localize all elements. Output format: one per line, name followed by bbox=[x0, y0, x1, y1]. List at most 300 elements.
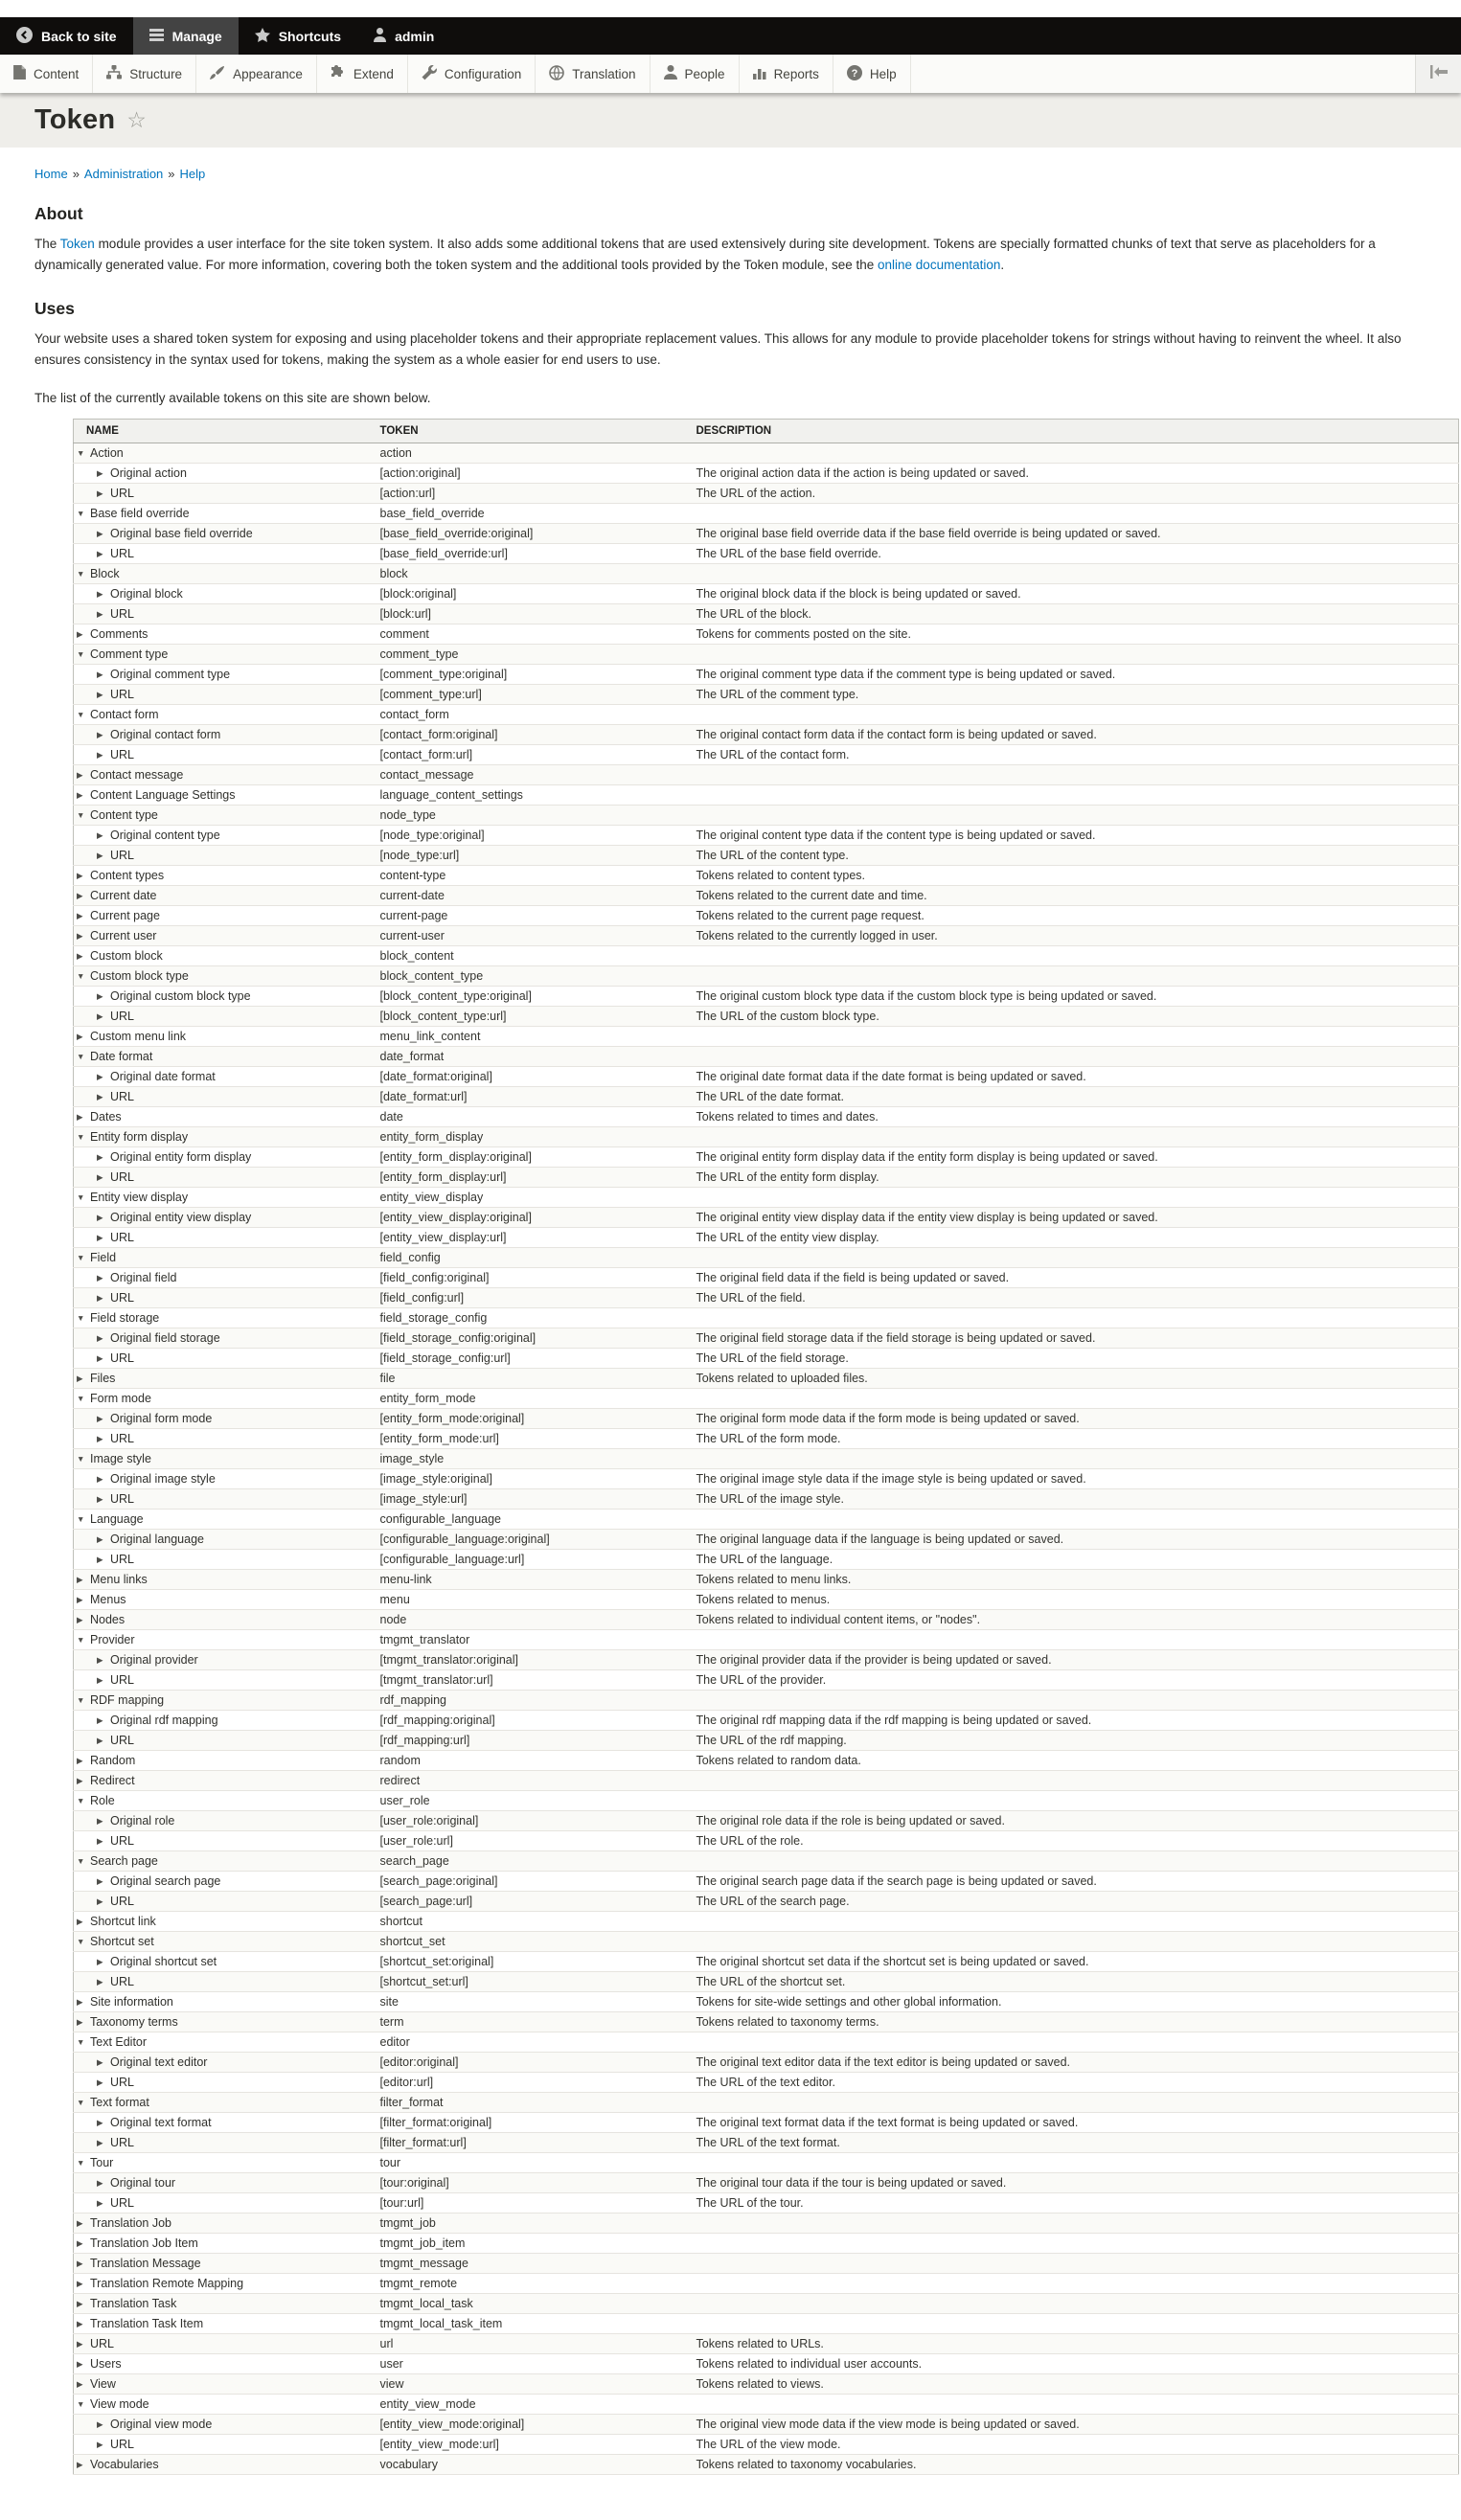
token-name-label: URL bbox=[110, 487, 135, 500]
token-value-cell: entity_form_mode bbox=[373, 1389, 689, 1409]
token-name-cell bbox=[74, 2294, 373, 2314]
twisty-icon[interactable]: ▼ bbox=[77, 971, 85, 981]
people-icon bbox=[664, 65, 677, 82]
token-description-cell: The URL of the language. bbox=[689, 1550, 1459, 1570]
twisty-icon[interactable]: ▶ bbox=[77, 770, 83, 780]
twisty-icon[interactable]: ▼ bbox=[77, 1695, 85, 1705]
token-description-cell: The URL of the provider. bbox=[689, 1670, 1459, 1691]
twisty-icon[interactable]: ▶ bbox=[97, 1534, 103, 1544]
table-row bbox=[74, 826, 1459, 846]
token-description-cell: The original text format data if the text format is being updated or saved. bbox=[689, 2113, 1459, 2133]
token-value-cell: shortcut bbox=[373, 1912, 689, 1932]
token-name-label: Original contact form bbox=[110, 728, 221, 741]
twisty-icon[interactable]: ▶ bbox=[77, 790, 83, 800]
table-row bbox=[74, 926, 1459, 946]
token-value-cell: [filter_format:url] bbox=[373, 2133, 689, 2153]
token-description-cell bbox=[689, 2294, 1459, 2314]
twisty-icon[interactable]: ▶ bbox=[77, 2259, 83, 2268]
token-value-cell: comment_type bbox=[373, 645, 689, 665]
token-name-label: Custom menu link bbox=[90, 1030, 187, 1043]
twisty-icon[interactable]: ▶ bbox=[97, 1816, 103, 1826]
token-name-cell bbox=[74, 1188, 373, 1208]
back-icon bbox=[16, 27, 33, 46]
table-row bbox=[74, 2374, 1459, 2395]
twisty-icon[interactable]: ▶ bbox=[97, 851, 103, 860]
token-value-cell: block_content_type bbox=[373, 966, 689, 987]
twisty-icon[interactable]: ▶ bbox=[97, 1957, 103, 1966]
token-description-cell bbox=[689, 705, 1459, 725]
token-value-cell: field_config bbox=[373, 1248, 689, 1268]
token-module-link[interactable]: Token bbox=[59, 237, 95, 251]
token-value-cell: [date_format:url] bbox=[373, 1087, 689, 1107]
twisty-icon[interactable]: ▶ bbox=[77, 911, 83, 920]
token-name-cell bbox=[74, 1208, 373, 1228]
twisty-icon[interactable]: ▼ bbox=[77, 448, 85, 458]
token-description-cell: The original tour data if the tour is being updated or saved. bbox=[689, 2173, 1459, 2193]
twisty-icon[interactable]: ▶ bbox=[97, 1675, 103, 1685]
token-description-cell bbox=[689, 1389, 1459, 1409]
menubar-item-translation[interactable] bbox=[536, 55, 650, 93]
token-name-label: URL bbox=[110, 1834, 135, 1848]
token-name-label: Original action bbox=[110, 466, 187, 480]
twisty-icon[interactable]: ▼ bbox=[77, 1313, 85, 1323]
token-name-cell bbox=[74, 926, 373, 946]
token-name-label: Original custom block type bbox=[110, 989, 251, 1003]
token-description-cell: Tokens for comments posted on the site. bbox=[689, 624, 1459, 645]
twisty-icon[interactable]: ▼ bbox=[77, 1514, 85, 1524]
token-value-cell: contact_message bbox=[373, 765, 689, 785]
menubar-item-people[interactable] bbox=[651, 55, 740, 93]
token-description-cell: The original entity view display data if the entity view display is being updated or saved. bbox=[689, 1208, 1459, 1228]
twisty-icon[interactable]: ▼ bbox=[77, 1796, 85, 1805]
token-description-cell bbox=[689, 2395, 1459, 2415]
twisty-icon[interactable]: ▶ bbox=[77, 1615, 83, 1624]
token-name-label: Contact message bbox=[90, 768, 184, 782]
twisty-icon[interactable]: ▶ bbox=[97, 1736, 103, 1745]
twisty-icon[interactable]: ▶ bbox=[97, 529, 103, 538]
token-name-label: Original field bbox=[110, 1271, 177, 1284]
twisty-icon[interactable]: ▶ bbox=[77, 2379, 83, 2389]
menubar-item-reports[interactable] bbox=[740, 55, 833, 93]
token-name-label: Shortcut link bbox=[90, 1915, 156, 1928]
table-row bbox=[74, 1067, 1459, 1087]
token-value-cell: [tmgmt_translator:url] bbox=[373, 1670, 689, 1691]
token-value-cell: [search_page:url] bbox=[373, 1892, 689, 1912]
token-value-cell: [tour:url] bbox=[373, 2193, 689, 2214]
twisty-icon[interactable]: ▶ bbox=[77, 1595, 83, 1604]
twisty-icon[interactable]: ▶ bbox=[97, 2138, 103, 2147]
table-row bbox=[74, 484, 1459, 504]
back-to-site-tab[interactable] bbox=[0, 17, 133, 55]
token-name-label: URL bbox=[110, 1553, 135, 1566]
token-name-cell bbox=[74, 987, 373, 1007]
token-name-label: Translation Job Item bbox=[90, 2236, 198, 2250]
favorite-star-icon[interactable]: ☆ bbox=[126, 107, 147, 132]
manage-tab[interactable] bbox=[133, 17, 239, 55]
token-description-cell: The original search page data if the search page is being updated or saved. bbox=[689, 1872, 1459, 1892]
table-row bbox=[74, 2294, 1459, 2314]
twisty-icon[interactable]: ▼ bbox=[77, 569, 85, 579]
table-row bbox=[74, 2435, 1459, 2455]
twisty-icon[interactable]: ▶ bbox=[97, 1474, 103, 1484]
menubar-item-help[interactable] bbox=[833, 55, 911, 93]
token-name-label: Original rdf mapping bbox=[110, 1714, 218, 1727]
twisty-icon[interactable]: ▶ bbox=[77, 2238, 83, 2248]
token-name-cell bbox=[74, 2254, 373, 2274]
twisty-icon[interactable]: ▶ bbox=[97, 549, 103, 558]
token-value-cell: date bbox=[373, 1107, 689, 1127]
token-name-cell bbox=[74, 2314, 373, 2334]
token-description-cell: The original entity form display data if the entity form display is being updated or saved. bbox=[689, 1147, 1459, 1168]
token-value-cell: [base_field_override:url] bbox=[373, 544, 689, 564]
token-name-label: Vocabularies bbox=[90, 2458, 159, 2471]
twisty-icon[interactable]: ▶ bbox=[97, 1353, 103, 1363]
twisty-icon[interactable]: ▶ bbox=[77, 891, 83, 900]
menubar-item-structure[interactable] bbox=[93, 55, 196, 93]
menubar-item-extend[interactable] bbox=[317, 55, 408, 93]
twisty-icon[interactable]: ▶ bbox=[77, 1575, 83, 1584]
twisty-icon[interactable]: ▶ bbox=[97, 1977, 103, 1986]
twisty-icon[interactable]: ▶ bbox=[97, 1434, 103, 1443]
about-text: The bbox=[34, 237, 60, 251]
twisty-icon[interactable]: ▶ bbox=[97, 1836, 103, 1846]
token-name-cell bbox=[74, 846, 373, 866]
token-name-cell bbox=[74, 2415, 373, 2435]
token-name-label: Date format bbox=[90, 1050, 153, 1063]
online-documentation-link[interactable]: online documentation bbox=[878, 258, 1001, 272]
twisty-icon[interactable]: ▼ bbox=[77, 710, 85, 719]
twisty-icon[interactable]: ▼ bbox=[77, 1937, 85, 1946]
token-name-cell bbox=[74, 1168, 373, 1188]
twisty-icon[interactable]: ▼ bbox=[77, 2037, 85, 2047]
menubar-item-appearance[interactable] bbox=[196, 55, 317, 93]
twisty-icon[interactable]: ▼ bbox=[77, 509, 85, 518]
twisty-icon[interactable]: ▶ bbox=[97, 1072, 103, 1081]
twisty-icon[interactable]: ▶ bbox=[97, 1414, 103, 1423]
token-description-cell bbox=[689, 1691, 1459, 1711]
twisty-icon[interactable]: ▶ bbox=[97, 750, 103, 760]
twisty-icon[interactable]: ▶ bbox=[97, 1092, 103, 1101]
twisty-icon[interactable]: ▶ bbox=[77, 951, 83, 961]
token-value-cell: view bbox=[373, 2374, 689, 2395]
table-row bbox=[74, 1570, 1459, 1590]
token-name-cell bbox=[74, 464, 373, 484]
table-row bbox=[74, 1952, 1459, 1972]
token-name-cell bbox=[74, 665, 373, 685]
table-row bbox=[74, 1650, 1459, 1670]
twisty-icon[interactable]: ▶ bbox=[97, 670, 103, 679]
token-description-cell: The URL of the entity form display. bbox=[689, 1168, 1459, 1188]
twisty-icon[interactable]: ▶ bbox=[77, 931, 83, 941]
about-text: module provides a user interface for the site token system. It also adds some additional tokens that are used extensively during site development. Tokens are specially formatted chunks of text that serve as placeholders for a dynamically generated value. For more information, covering both the token system and the additional tools provided by the Token module, see the bbox=[34, 237, 1376, 272]
twisty-icon[interactable]: ▶ bbox=[77, 871, 83, 880]
token-description-cell bbox=[689, 2314, 1459, 2334]
shortcuts-tab[interactable] bbox=[239, 17, 357, 55]
token-name-cell bbox=[74, 725, 373, 745]
twisty-icon[interactable]: ▶ bbox=[77, 2460, 83, 2469]
twisty-icon[interactable]: ▶ bbox=[77, 2319, 83, 2328]
token-value-cell: [block:url] bbox=[373, 604, 689, 624]
token-name-label: Entity form display bbox=[90, 1130, 189, 1144]
token-name-cell bbox=[74, 1811, 373, 1831]
token-name-label: RDF mapping bbox=[90, 1693, 165, 1707]
token-value-cell: rdf_mapping bbox=[373, 1691, 689, 1711]
table-row bbox=[74, 1510, 1459, 1530]
token-name-label: Base field override bbox=[90, 507, 190, 520]
table-row bbox=[74, 524, 1459, 544]
token-description-cell: Tokens related to random data. bbox=[689, 1751, 1459, 1771]
twisty-icon[interactable]: ▶ bbox=[97, 488, 103, 498]
table-row bbox=[74, 806, 1459, 826]
twisty-icon[interactable]: ▶ bbox=[97, 1494, 103, 1504]
token-value-cell: tmgmt_remote bbox=[373, 2274, 689, 2294]
token-value-cell: [date_format:original] bbox=[373, 1067, 689, 1087]
twisty-icon[interactable]: ▶ bbox=[97, 1876, 103, 1886]
table-row bbox=[74, 1469, 1459, 1489]
token-description-cell: The original language data if the language is being updated or saved. bbox=[689, 1530, 1459, 1550]
twisty-icon[interactable]: ▶ bbox=[77, 2279, 83, 2288]
twisty-icon[interactable]: ▶ bbox=[97, 2419, 103, 2429]
token-name-label: Original entity view display bbox=[110, 1211, 252, 1224]
token-name-label: Image style bbox=[90, 1452, 151, 1465]
token-description-cell: Tokens related to menu links. bbox=[689, 1570, 1459, 1590]
twisty-icon[interactable]: ▶ bbox=[97, 2198, 103, 2208]
top-whitespace bbox=[0, 0, 1461, 17]
menubar-item-configuration[interactable] bbox=[408, 55, 536, 93]
twisty-icon[interactable]: ▶ bbox=[97, 1715, 103, 1725]
twisty-icon[interactable]: ▶ bbox=[97, 1233, 103, 1242]
token-description-cell bbox=[689, 1932, 1459, 1952]
table-row bbox=[74, 665, 1459, 685]
token-value-cell: entity_form_display bbox=[373, 1127, 689, 1147]
menubar-label: Extend bbox=[353, 66, 394, 81]
token-value-cell: node bbox=[373, 1610, 689, 1630]
token-name-label: URL bbox=[110, 2076, 135, 2089]
twisty-icon[interactable]: ▶ bbox=[97, 1273, 103, 1283]
twisty-icon[interactable]: ▶ bbox=[97, 1333, 103, 1343]
twisty-icon[interactable]: ▶ bbox=[97, 690, 103, 699]
token-name-cell bbox=[74, 866, 373, 886]
table-row bbox=[74, 866, 1459, 886]
twisty-icon[interactable]: ▶ bbox=[77, 1032, 83, 1041]
twisty-icon[interactable]: ▶ bbox=[77, 1756, 83, 1765]
table-row bbox=[74, 987, 1459, 1007]
twisty-icon[interactable]: ▼ bbox=[77, 1856, 85, 1866]
twisty-icon[interactable]: ▶ bbox=[97, 730, 103, 739]
table-row bbox=[74, 2153, 1459, 2173]
token-value-cell: contact_form bbox=[373, 705, 689, 725]
token-description-cell bbox=[689, 1510, 1459, 1530]
token-description-cell: The original shortcut set data if the shortcut set is being updated or saved. bbox=[689, 1952, 1459, 1972]
twisty-icon[interactable]: ▶ bbox=[97, 1655, 103, 1665]
breadcrumb-administration-link[interactable]: Administration bbox=[83, 167, 164, 181]
twisty-icon[interactable]: ▼ bbox=[77, 1253, 85, 1262]
token-name-cell bbox=[74, 1851, 373, 1872]
table-row bbox=[74, 1831, 1459, 1851]
token-name-label: Random bbox=[90, 1754, 136, 1767]
token-value-cell: [block:original] bbox=[373, 584, 689, 604]
token-description-cell: The original rdf mapping data if the rdf mapping is being updated or saved. bbox=[689, 1711, 1459, 1731]
token-name-cell bbox=[74, 1731, 373, 1751]
twisty-icon[interactable]: ▶ bbox=[77, 2299, 83, 2308]
token-value-cell: tmgmt_local_task bbox=[373, 2294, 689, 2314]
table-row bbox=[74, 846, 1459, 866]
token-value-cell: menu-link bbox=[373, 1570, 689, 1590]
token-name-cell bbox=[74, 1892, 373, 1912]
token-description-cell: The original base field override data if the base field override is being updated or saved. bbox=[689, 524, 1459, 544]
token-name-cell bbox=[74, 1932, 373, 1952]
twisty-icon[interactable]: ▶ bbox=[97, 2057, 103, 2067]
twisty-icon[interactable]: ▶ bbox=[77, 1112, 83, 1122]
svg-text:?: ? bbox=[851, 67, 858, 79]
twisty-icon[interactable]: ▼ bbox=[77, 1394, 85, 1403]
twisty-icon[interactable]: ▶ bbox=[97, 1152, 103, 1162]
token-description-cell: The original block data if the block is being updated or saved. bbox=[689, 584, 1459, 604]
token-value-cell: [comment_type:url] bbox=[373, 685, 689, 705]
twisty-icon[interactable]: ▼ bbox=[77, 649, 85, 659]
token-description-cell: The URL of the image style. bbox=[689, 1489, 1459, 1510]
twisty-icon[interactable]: ▶ bbox=[77, 1997, 83, 2007]
token-name-label: Current date bbox=[90, 889, 157, 902]
twisty-icon[interactable]: ▶ bbox=[97, 1896, 103, 1906]
token-name-label: Form mode bbox=[90, 1392, 151, 1405]
menubar-item-content[interactable] bbox=[0, 55, 93, 93]
twisty-icon[interactable]: ▶ bbox=[97, 1172, 103, 1182]
token-name-label: Tour bbox=[90, 2156, 114, 2169]
twisty-icon[interactable]: ▼ bbox=[77, 2158, 85, 2168]
about-paragraph bbox=[34, 234, 1433, 276]
token-name-cell bbox=[74, 1127, 373, 1147]
twisty-icon[interactable]: ▼ bbox=[77, 1635, 85, 1645]
token-description-cell bbox=[689, 2234, 1459, 2254]
table-row bbox=[74, 584, 1459, 604]
twisty-icon[interactable]: ▼ bbox=[77, 1454, 85, 1464]
token-value-cell: filter_format bbox=[373, 2093, 689, 2113]
twisty-icon[interactable]: ▶ bbox=[97, 1011, 103, 1021]
table-row bbox=[74, 1228, 1459, 1248]
twisty-icon[interactable]: ▶ bbox=[97, 1213, 103, 1222]
token-value-cell: date_format bbox=[373, 1047, 689, 1067]
twisty-icon[interactable]: ▶ bbox=[97, 1555, 103, 1564]
table-row bbox=[74, 2093, 1459, 2113]
token-name-label: Site information bbox=[90, 1995, 173, 2009]
token-description-cell bbox=[689, 1630, 1459, 1650]
token-value-cell: [block_content_type:original] bbox=[373, 987, 689, 1007]
token-description-cell: The original provider data if the provider is being updated or saved. bbox=[689, 1650, 1459, 1670]
menubar-label: Content bbox=[34, 66, 80, 81]
token-value-cell: [entity_view_display:url] bbox=[373, 1228, 689, 1248]
table-row bbox=[74, 1047, 1459, 1067]
token-name-cell bbox=[74, 624, 373, 645]
twisty-icon[interactable]: ▼ bbox=[77, 2399, 85, 2409]
twisty-icon[interactable]: ▶ bbox=[77, 2339, 83, 2349]
breadcrumb-help-link[interactable]: Help bbox=[179, 167, 206, 181]
token-name-cell bbox=[74, 645, 373, 665]
twisty-icon[interactable]: ▼ bbox=[77, 1192, 85, 1202]
token-name-label: URL bbox=[110, 1432, 135, 1445]
twisty-icon[interactable]: ▶ bbox=[77, 2017, 83, 2027]
twisty-icon[interactable]: ▶ bbox=[77, 629, 83, 639]
token-description-cell: The URL of the block. bbox=[689, 604, 1459, 624]
token-description-cell bbox=[689, 645, 1459, 665]
twisty-icon[interactable]: ▶ bbox=[77, 1776, 83, 1785]
token-description-cell bbox=[689, 1851, 1459, 1872]
token-description-cell: The original comment type data if the comment type is being updated or saved. bbox=[689, 665, 1459, 685]
table-row bbox=[74, 1027, 1459, 1047]
twisty-icon[interactable]: ▶ bbox=[97, 2178, 103, 2188]
breadcrumb-home-link[interactable]: Home bbox=[34, 167, 68, 181]
token-description-cell bbox=[689, 2032, 1459, 2053]
appearance-icon bbox=[210, 65, 225, 83]
token-name-cell bbox=[74, 1691, 373, 1711]
table-row bbox=[74, 1932, 1459, 1952]
token-description-cell bbox=[689, 1771, 1459, 1791]
token-name-label: Dates bbox=[90, 1110, 122, 1124]
table-row bbox=[74, 564, 1459, 584]
token-description-cell bbox=[689, 1912, 1459, 1932]
token-value-cell: [contact_form:url] bbox=[373, 745, 689, 765]
page-title: Token bbox=[34, 104, 116, 135]
twisty-icon[interactable]: ▶ bbox=[97, 2118, 103, 2127]
admin-toolbar bbox=[0, 17, 1461, 55]
token-description-cell bbox=[689, 765, 1459, 785]
twisty-icon[interactable]: ▼ bbox=[77, 2098, 85, 2107]
token-name-cell bbox=[74, 544, 373, 564]
twisty-icon[interactable]: ▶ bbox=[97, 2077, 103, 2087]
twisty-icon[interactable]: ▼ bbox=[77, 810, 85, 820]
token-value-cell: field_storage_config bbox=[373, 1308, 689, 1328]
twisty-icon[interactable]: ▶ bbox=[97, 589, 103, 599]
twisty-icon[interactable]: ▼ bbox=[77, 1132, 85, 1142]
column-header-name: NAME bbox=[74, 420, 373, 443]
structure-icon bbox=[106, 65, 122, 82]
table-row bbox=[74, 1630, 1459, 1650]
twisty-icon[interactable]: ▶ bbox=[97, 1293, 103, 1303]
token-name-label: URL bbox=[110, 1895, 135, 1908]
twisty-icon[interactable]: ▶ bbox=[77, 2359, 83, 2369]
token-description-cell: Tokens related to the current date and time. bbox=[689, 886, 1459, 906]
token-name-label: Role bbox=[90, 1794, 115, 1807]
token-name-cell bbox=[74, 1007, 373, 1027]
token-name-cell bbox=[74, 1147, 373, 1168]
token-name-cell bbox=[74, 1630, 373, 1650]
toolbar-collapse-button[interactable] bbox=[1415, 55, 1461, 93]
token-value-cell: site bbox=[373, 1992, 689, 2012]
token-value-cell: tour bbox=[373, 2153, 689, 2173]
twisty-icon[interactable]: ▶ bbox=[97, 609, 103, 619]
twisty-icon[interactable]: ▶ bbox=[77, 1917, 83, 1926]
twisty-icon[interactable]: ▶ bbox=[97, 830, 103, 840]
token-name-cell bbox=[74, 2012, 373, 2032]
twisty-icon[interactable]: ▶ bbox=[97, 468, 103, 478]
token-description-cell: The URL of the entity view display. bbox=[689, 1228, 1459, 1248]
token-value-cell: [node_type:original] bbox=[373, 826, 689, 846]
twisty-icon[interactable]: ▼ bbox=[77, 1052, 85, 1061]
twisty-icon[interactable]: ▶ bbox=[77, 2218, 83, 2228]
token-name-label: Nodes bbox=[90, 1613, 126, 1626]
token-name-cell bbox=[74, 2053, 373, 2073]
token-value-cell: image_style bbox=[373, 1449, 689, 1469]
admin-user-tab[interactable] bbox=[357, 17, 450, 55]
twisty-icon[interactable]: ▶ bbox=[97, 991, 103, 1001]
token-value-cell: [base_field_override:original] bbox=[373, 524, 689, 544]
token-value-cell: [user_role:url] bbox=[373, 1831, 689, 1851]
token-name-cell bbox=[74, 524, 373, 544]
token-description-cell: The URL of the role. bbox=[689, 1831, 1459, 1851]
twisty-icon[interactable]: ▶ bbox=[77, 1374, 83, 1383]
twisty-icon[interactable]: ▶ bbox=[97, 2440, 103, 2449]
table-row bbox=[74, 1268, 1459, 1288]
